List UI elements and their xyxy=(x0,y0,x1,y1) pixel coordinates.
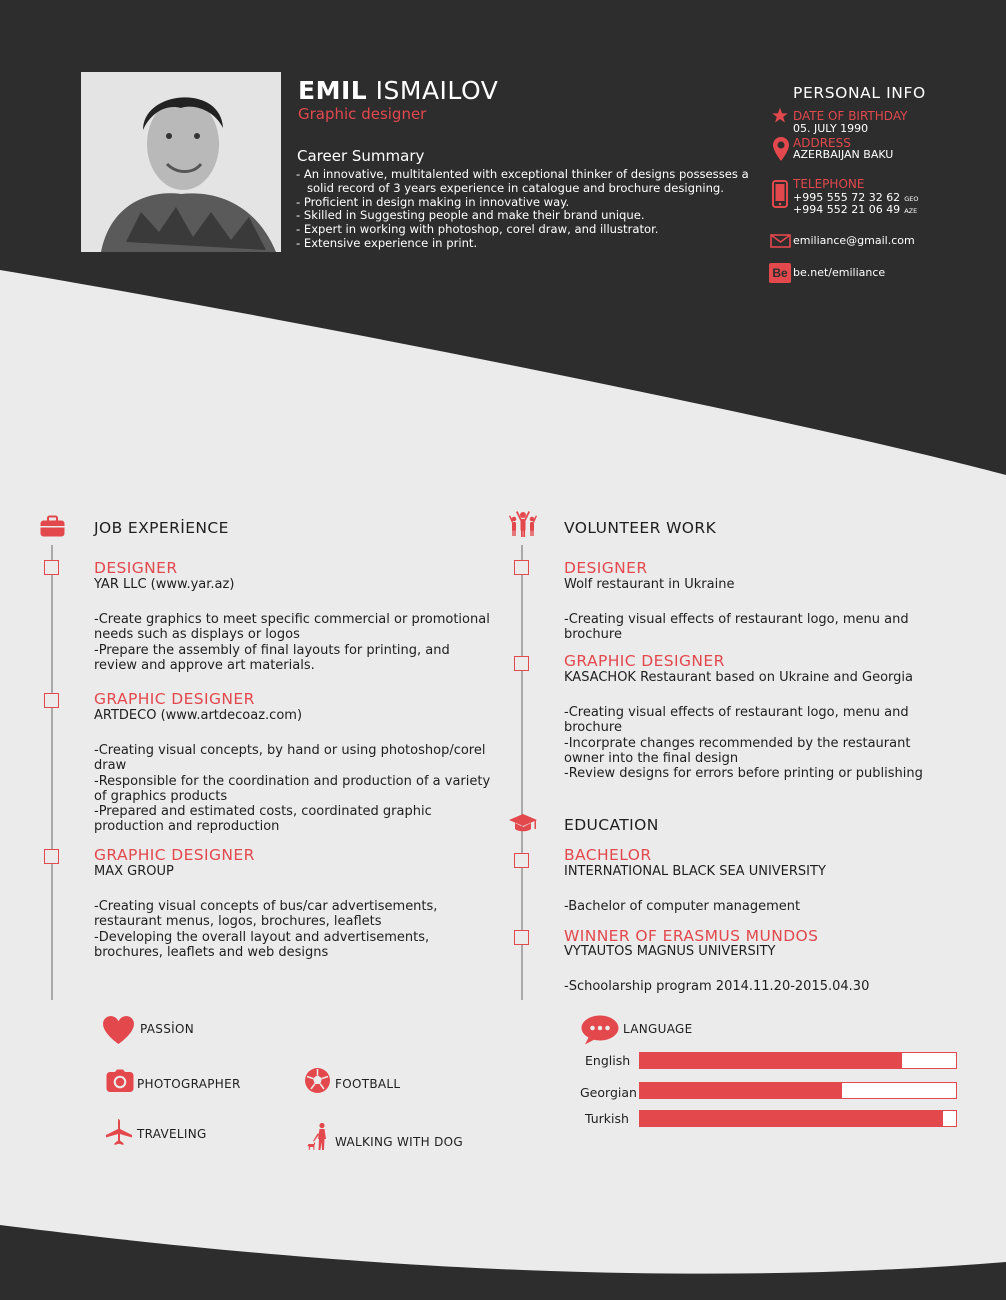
language-english-fill xyxy=(640,1053,902,1068)
volunteer-work-title: VOLUNTEER WORK xyxy=(564,519,717,537)
job-2-marker xyxy=(44,693,59,708)
job-3-desc-text: -Creating visual concepts of bus/car advertisements, restaurant menus, logos, brochures, leaflets -Developing the overall layout and advertisements, brochures, leaflets and web designs xyxy=(94,899,438,960)
camera-icon xyxy=(106,1069,134,1093)
career-summary-item: - Expert in working with photoshop, corel draw, and illustrator. xyxy=(296,222,659,237)
phone-1-number: +995 555 72 32 62 xyxy=(793,191,901,204)
career-summary-item: - Extensive experience in print. xyxy=(296,235,478,250)
language-georgian-fill xyxy=(640,1083,842,1098)
hobby-photographer: PHOTOGRAPHER xyxy=(137,1077,241,1091)
volunteer-2-marker xyxy=(514,656,529,671)
volunteer-2-company: KASACHOK Restaurant based on Ukraine and Georgia xyxy=(564,670,913,685)
job-2-desc-text: -Creating visual concepts, by hand or using photoshop/corel draw -Responsible for the coordination and production of a variety of graphics products -Prepared and estimated costs, coordinated graphic production and reproduction xyxy=(94,743,491,835)
phone-icon xyxy=(772,180,788,208)
volunteer-1-desc-text: -Creating visual effects of restaurant logo, menu and brochure xyxy=(564,612,909,643)
phone-2 xyxy=(793,203,917,218)
education-1-title: BACHELOR xyxy=(564,846,652,864)
job-1-desc-text: -Create graphics to meet specific commercial or promotional needs such as displays or logos -Prepare the assembly of final layouts for printing, and review and approve art materials. xyxy=(94,612,490,673)
heart-icon xyxy=(102,1015,135,1045)
job-1-title: DESIGNER xyxy=(94,559,178,577)
email-icon xyxy=(770,234,791,248)
last-name: ISMAILOV xyxy=(375,76,499,105)
job-2-description xyxy=(94,743,499,835)
telephone-label: TELEPHONE xyxy=(793,177,865,191)
language-turkish-label: Turkish xyxy=(585,1111,629,1126)
language-turkish-bar xyxy=(639,1110,957,1127)
phone-2-tag: AZE xyxy=(904,207,918,215)
volunteer-1-description xyxy=(564,612,924,643)
education-2-marker xyxy=(514,930,529,945)
volunteer-1-marker xyxy=(514,560,529,575)
address-value: AZERBAIJAN BAKU xyxy=(793,148,894,161)
behance-icon: Be xyxy=(769,263,791,283)
first-name: EMIL xyxy=(298,76,368,105)
volunteer-2-title: GRAPHIC DESIGNER xyxy=(564,652,725,670)
profile-photo xyxy=(81,72,281,252)
speech-bubble-icon xyxy=(580,1014,620,1046)
job-role: Graphic designer xyxy=(298,105,427,123)
hobby-football: FOOTBALL xyxy=(335,1077,401,1091)
job-2-title: GRAPHIC DESIGNER xyxy=(94,690,255,708)
job-3-company: MAX GROUP xyxy=(94,864,174,879)
address-label: ADDRESS xyxy=(793,136,851,150)
language-english-label: English xyxy=(585,1053,631,1068)
job-3-marker xyxy=(44,849,59,864)
language-turkish-fill xyxy=(640,1111,943,1126)
volunteer-2-description xyxy=(564,705,954,781)
volunteer-1-title: DESIGNER xyxy=(564,559,648,577)
behance-link[interactable]: be.net/emiliance xyxy=(793,266,886,279)
star-icon xyxy=(771,107,789,124)
language-georgian-label: Georgian xyxy=(580,1085,637,1100)
job-experience-title: JOB EXPERİENCE xyxy=(94,519,229,537)
education-1-marker xyxy=(514,853,529,868)
experience-timeline xyxy=(51,545,53,1000)
walking-with-dog-icon xyxy=(307,1122,331,1152)
phone-2-number: +994 552 21 06 49 xyxy=(793,203,901,216)
phone-1-tag: GEO xyxy=(904,195,919,203)
hobby-traveling: TRAVELING xyxy=(137,1127,207,1141)
birth-value: 05. JULY 1990 xyxy=(793,122,869,135)
volunteer-2-desc-text: -Creating visual effects of restaurant logo, menu and brochure -Incorprate changes recommended by the restaurant owner into the final design -Review designs for errors before printing or publishing xyxy=(564,705,923,782)
education-2-school: VYTAUTOS MAGNUS UNIVERSITY xyxy=(564,944,776,959)
volunteer-1-company: Wolf restaurant in Ukraine xyxy=(564,577,735,592)
education-1-school: INTERNATIONAL BLACK SEA UNIVERSITY xyxy=(564,864,826,879)
football-icon xyxy=(304,1067,331,1094)
footer-dark-band xyxy=(0,1225,1006,1300)
job-1-marker xyxy=(44,560,59,575)
language-georgian-bar xyxy=(639,1082,957,1099)
people-raising-hands-icon xyxy=(508,508,538,538)
full-name xyxy=(298,76,498,105)
education-2-title: WINNER OF ERASMUS MUNDOS xyxy=(564,927,819,945)
career-summary-item: - An innovative, multitalented with exceptional thinker of designs possesses a solid record of 3 years experience in catalogue and brochure designing. xyxy=(296,167,749,195)
education-title: EDUCATION xyxy=(564,816,659,834)
career-summary-title: Career Summary xyxy=(297,147,425,165)
personal-info-title: PERSONAL INFO xyxy=(793,84,926,102)
airplane-icon xyxy=(105,1118,133,1146)
job-2-company: ARTDECO (www.artdecoaz.com) xyxy=(94,708,303,723)
job-3-title: GRAPHIC DESIGNER xyxy=(94,846,255,864)
briefcase-icon xyxy=(40,515,65,537)
email-link[interactable]: emiliance@gmail.com xyxy=(793,234,915,247)
job-3-description xyxy=(94,899,499,960)
location-pin-icon xyxy=(773,137,789,161)
education-1-description: -Bachelor of computer management xyxy=(564,899,801,914)
language-title: LANGUAGE xyxy=(623,1022,693,1036)
career-summary-item: - Proficient in design making in innovative way. xyxy=(296,194,570,209)
education-2-description: -Schoolarship program 2014.11.20-2015.04.30 xyxy=(564,979,870,994)
birth-label: DATE OF BIRTHDAY xyxy=(793,109,908,123)
career-summary-list xyxy=(296,168,751,251)
passion-title: PASSİON xyxy=(140,1022,194,1036)
job-1-description xyxy=(94,612,494,673)
graduation-cap-icon xyxy=(508,813,538,835)
language-english-bar xyxy=(639,1052,957,1069)
career-summary-item: - Skilled in Suggesting people and make their brand unique. xyxy=(296,208,645,223)
hobby-walking-with-dog: WALKING WITH DOG xyxy=(335,1135,463,1149)
job-1-company: YAR LLC (www.yar.az) xyxy=(94,577,235,592)
